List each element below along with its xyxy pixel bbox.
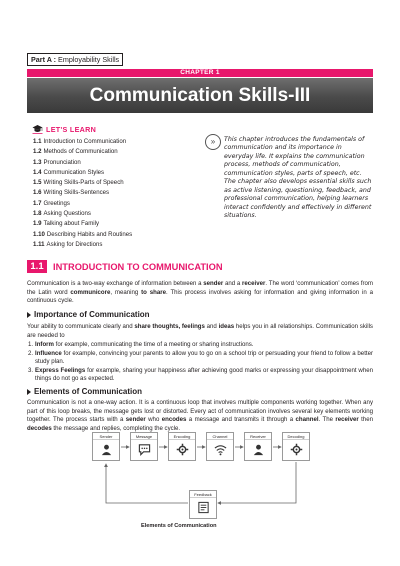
- list-item: 1.10 Describing Habits and Routines: [33, 230, 133, 238]
- diagram-caption: Elements of Communication: [141, 523, 217, 529]
- communication-diagram: [92, 430, 312, 522]
- lets-learn-heading: [32, 124, 96, 134]
- list-item: 1. Inform for example, communicating the time of a meeting or sharing instructions.: [28, 341, 254, 348]
- double-chevron-icon: »: [205, 134, 221, 150]
- feedback-icon: [197, 501, 210, 514]
- diagram-node-encoding: Encoding: [168, 432, 196, 461]
- subheading-importance: Importance of Communication: [27, 310, 150, 319]
- list-item: 1.1 Introduction to Communication: [33, 138, 127, 145]
- triangle-bullet-icon: [27, 389, 31, 395]
- diagram-node-decoding: Decoding: [282, 432, 310, 461]
- list-item: 1.7 Greetings: [33, 199, 70, 207]
- chapter-title: Communication Skills-III: [27, 78, 373, 113]
- list-item: 2. Influence for example, convincing your parents to allow you to go on a school trip or persuading your friend to follow a better study plan.: [28, 349, 373, 366]
- person-icon: [100, 443, 113, 456]
- gear-icon: [176, 443, 189, 456]
- chapter-label: CHAPTER 1: [27, 69, 373, 77]
- chapter-intro: This chapter introduces the fundamentals of communication and its importance in everyday life. It explains the communication process, methods of communication, communication styles, parts of speech, etc. The chapter also develops essential skills such as active listening, questioning, feedback, and professional communication, helping learners interact confidently and effectively in different situations.: [224, 136, 372, 220]
- list-item: 1.9 Talking about Family: [33, 220, 100, 228]
- wifi-icon: [214, 443, 227, 456]
- part-prefix: Part A :: [31, 55, 57, 64]
- diagram-node-sender: Sender: [92, 432, 120, 461]
- list-item: 1.4 Communication Styles: [33, 168, 105, 176]
- part-name: Employability Skills: [58, 55, 120, 64]
- subheading-elements: Elements of Communication: [27, 387, 142, 396]
- section-title: INTRODUCTION TO COMMUNICATION: [53, 261, 223, 272]
- graduation-cap-icon: [32, 124, 43, 134]
- list-item: 1.8 Asking Questions: [33, 210, 91, 218]
- lets-learn-list: [33, 137, 132, 250]
- list-item: 1.5 Writing Skills-Parts of Speech: [33, 179, 124, 187]
- gear-icon: [290, 443, 303, 456]
- chat-bubble-icon: [138, 443, 151, 456]
- diagram-node-message: Message: [130, 432, 158, 461]
- part-label: [27, 53, 123, 66]
- lets-learn-label: LET'S LEARN: [46, 124, 97, 134]
- list-item: 1.2 Methods of Communication: [33, 148, 118, 156]
- section-number: 1.1: [27, 260, 47, 273]
- importance-paragraph: Your ability to communicate clearly and share thoughts, feelings and ideas helps you in all relationships. Communication skills are needed to: [27, 323, 373, 339]
- list-item: 1.6 Writing Skills-Sentences: [33, 189, 110, 197]
- person-icon: [252, 443, 265, 456]
- intro-paragraph: Communication is a two-way exchange of information between a sender and a receiver. The word ‘communication’ comes from the Latin word communicore, meaning to share. This process involves asking for information and giving information in a continuous cycle.: [27, 280, 374, 305]
- diagram-node-receiver: Receiver: [244, 432, 272, 461]
- section-heading: [27, 260, 223, 273]
- importance-list: [27, 341, 373, 384]
- list-item: 3. Express Feelings for example, sharing your happiness after achieving good marks or expressing your disappointment when things do not go as expected.: [28, 366, 373, 383]
- diagram-node-feedback: Feedback: [189, 490, 217, 519]
- elements-paragraph: Communication is not a one-way action. It is a continuous loop that involves multiple components working together. When any part of this loop breaks, the message gets lost or distorted. Every act of communication involves several key elements working together. The process starts with a sender who encodes a message and transmits it through a channel. The receiver then decodes the message and replies, completing the cycle.: [27, 399, 373, 432]
- diagram-node-channel: Channel: [206, 432, 234, 461]
- list-item: 1.11 Asking for Directions: [33, 240, 103, 248]
- triangle-bullet-icon: [27, 312, 31, 318]
- list-item: 1.3 Pronunciation: [33, 158, 81, 166]
